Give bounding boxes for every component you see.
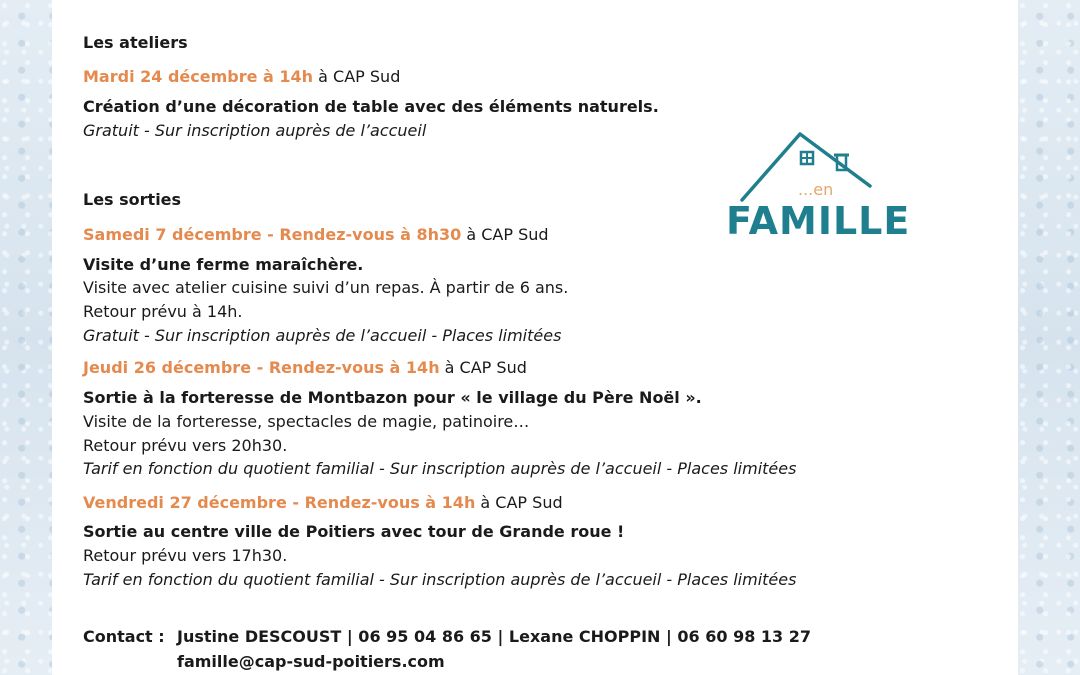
event-note: Tarif en fonction du quotient familial - Sur inscription auprès de l’accueil - Places limitées	[83, 459, 797, 478]
event-detail: Retour prévu à 14h.	[83, 302, 243, 321]
event-date: Vendredi 27 décembre - Rendez-vous à 14h	[83, 493, 476, 512]
event-date-line	[83, 492, 563, 514]
textured-background-right	[1018, 0, 1080, 675]
event-date-line	[83, 224, 549, 246]
event-title: Création d’une décoration de table avec des éléments naturels.	[83, 97, 659, 116]
event-note: Gratuit - Sur inscription auprès de l’accueil - Places limitées	[83, 326, 562, 345]
event-title: Sortie à la forteresse de Montbazon pour « le village du Père Noël ».	[83, 388, 702, 407]
event-detail: Retour prévu vers 17h30.	[83, 546, 288, 565]
event-note: Gratuit - Sur inscription auprès de l’accueil	[83, 121, 427, 140]
event-detail: Retour prévu vers 20h30.	[83, 436, 288, 455]
event-date: Samedi 7 décembre - Rendez-vous à 8h30	[83, 225, 462, 244]
contact-label: Contact :	[83, 627, 165, 646]
event-date: Mardi 24 décembre à 14h	[83, 67, 314, 86]
event-detail: Visite de la forteresse, spectacles de magie, patinoire…	[83, 412, 530, 431]
event-title: Sortie au centre ville de Poitiers avec tour de Grande roue !	[83, 522, 625, 541]
event-note: Tarif en fonction du quotient familial - Sur inscription auprès de l’accueil - Places limitées	[83, 570, 797, 589]
event-place: à CAP Sud	[439, 358, 527, 377]
en-famille-logo	[722, 128, 911, 248]
logo-prefix: ...en	[798, 180, 834, 199]
logo-wordmark: FAMILLE	[726, 199, 911, 243]
event-date-line	[83, 66, 400, 88]
event-place: à CAP Sud	[313, 67, 401, 86]
event-title: Visite d’une ferme maraîchère.	[83, 255, 364, 274]
textured-background-left	[0, 0, 52, 675]
event-date-line	[83, 357, 527, 379]
event-place: à CAP Sud	[461, 225, 549, 244]
section-heading-ateliers: Les ateliers	[83, 33, 188, 52]
contact-email[interactable]: famille@cap-sud-poitiers.com	[177, 652, 445, 671]
event-date: Jeudi 26 décembre - Rendez-vous à 14h	[83, 358, 440, 377]
contact-phones: Justine DESCOUST | 06 95 04 86 65 | Lexane CHOPPIN | 06 60 98 13 27	[177, 627, 811, 646]
event-place: à CAP Sud	[475, 493, 563, 512]
event-detail: Visite avec atelier cuisine suivi d’un repas. À partir de 6 ans.	[83, 278, 569, 297]
section-heading-sorties: Les sorties	[83, 190, 182, 209]
